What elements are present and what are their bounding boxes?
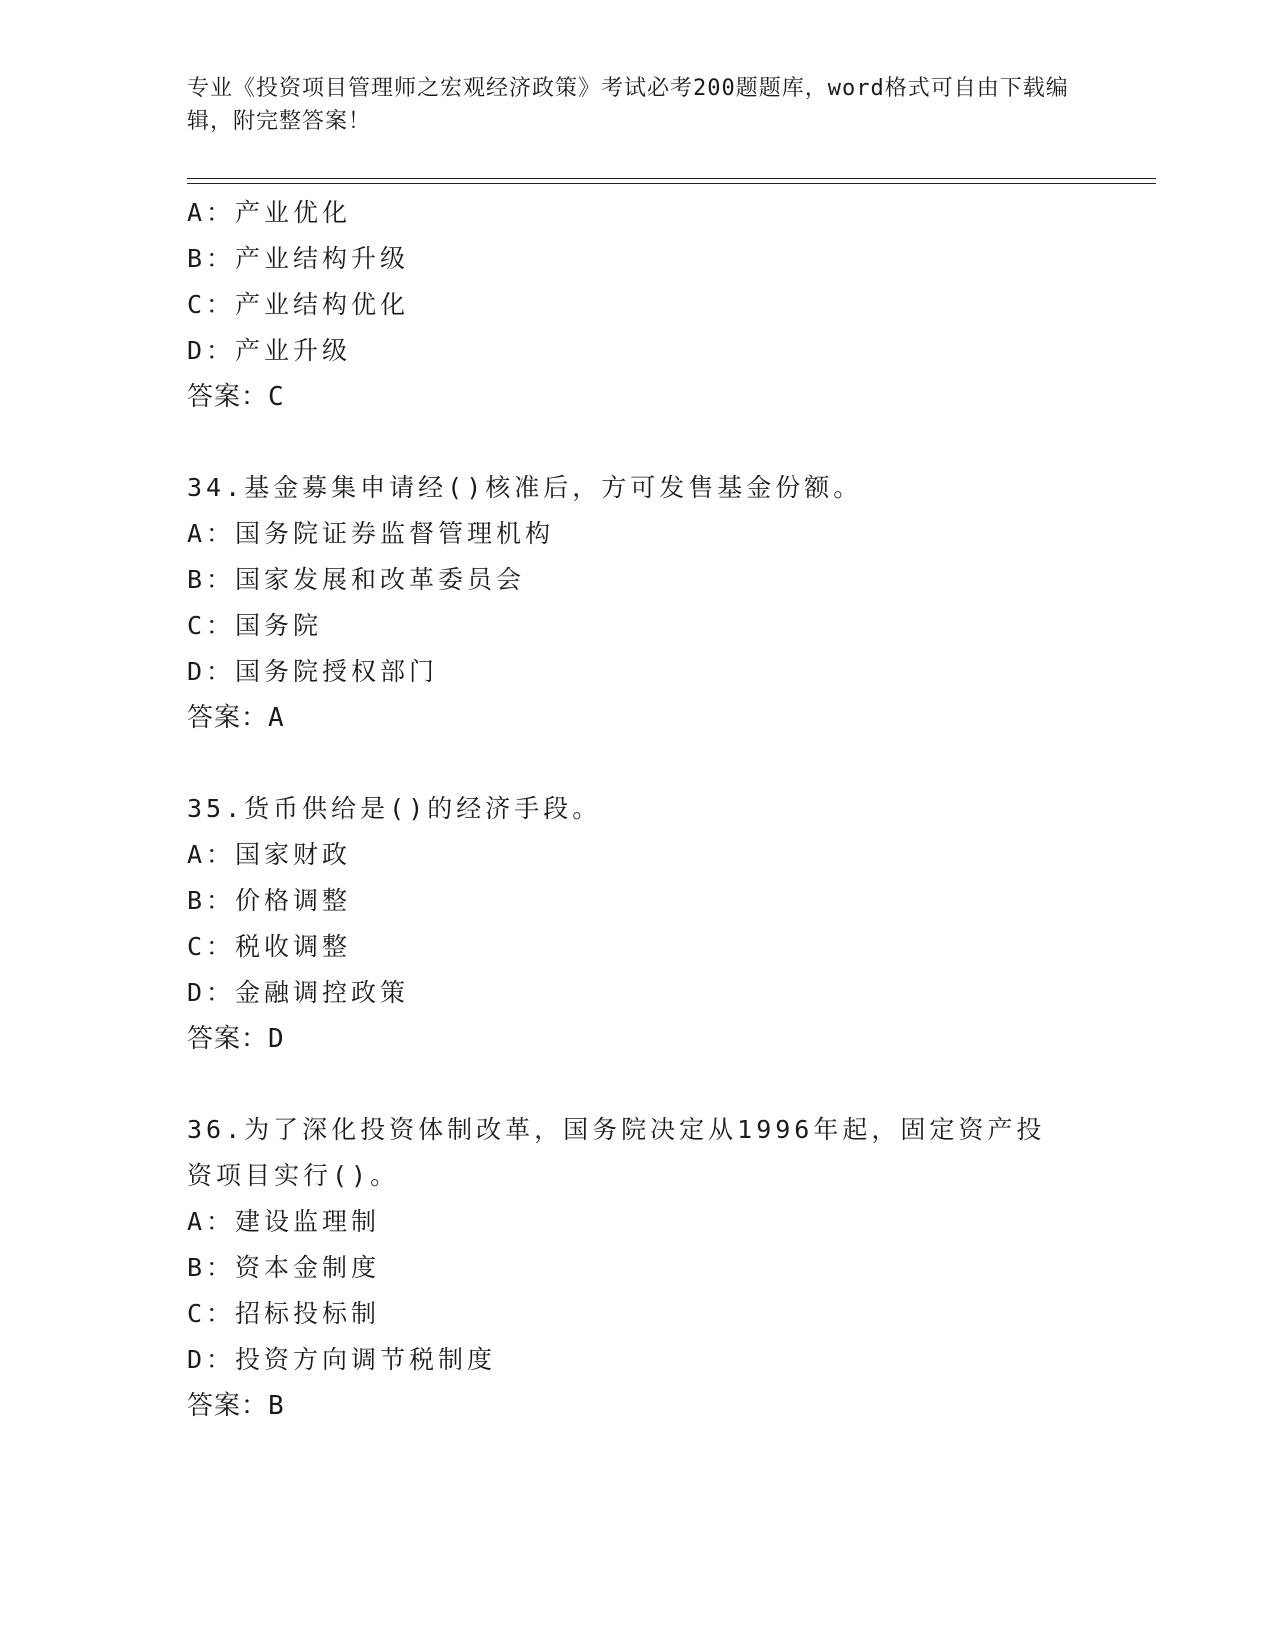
- question-36: [187, 1107, 1087, 1429]
- answer: 答案：C: [187, 382, 285, 412]
- spacer: [187, 741, 1087, 786]
- answer: 答案：A: [187, 703, 285, 733]
- answer: 答案：B: [187, 1391, 285, 1421]
- question-text: 35.货币供给是()的经济手段。: [187, 794, 602, 823]
- option-c: C：国务院: [187, 611, 323, 640]
- option-b: B：资本金制度: [187, 1253, 381, 1282]
- document-header: 专业《投资项目管理师之宏观经济政策》考试必考200题题库，word格式可自由下载编辑，附完整答案！: [187, 76, 1069, 134]
- question-text: 34.基金募集申请经()核准后，方可发售基金份额。: [187, 473, 863, 502]
- option-d: D：金融调控政策: [187, 978, 410, 1007]
- option-d: D：产业升级: [187, 336, 352, 365]
- header-divider-top: [187, 178, 1156, 179]
- option-b: B：产业结构升级: [187, 244, 410, 273]
- question-33: [187, 190, 1087, 420]
- option-a: A：产业优化: [187, 198, 352, 227]
- option-b: B：国家发展和改革委员会: [187, 565, 526, 594]
- option-d: D：国务院授权部门: [187, 657, 439, 686]
- option-c: C：招标投标制: [187, 1299, 381, 1328]
- option-d: D：投资方向调节税制度: [187, 1345, 497, 1374]
- option-b: B：价格调整: [187, 886, 352, 915]
- option-a: A：国家财政: [187, 840, 352, 869]
- answer: 答案：D: [187, 1024, 285, 1054]
- question-35: [187, 786, 1087, 1062]
- header-divider-bottom: [187, 183, 1156, 184]
- option-a: A：建设监理制: [187, 1207, 381, 1236]
- option-c: C：税收调整: [187, 932, 352, 961]
- question-34: [187, 465, 1087, 741]
- option-a: A：国务院证券监督管理机构: [187, 519, 555, 548]
- question-text: 36.为了深化投资体制改革，国务院决定从1996年起，固定资产投资项目实行()。: [187, 1115, 1046, 1190]
- spacer: [187, 1062, 1087, 1107]
- spacer: [187, 420, 1087, 465]
- question-list: [187, 190, 1087, 1429]
- option-c: C：产业结构优化: [187, 290, 410, 319]
